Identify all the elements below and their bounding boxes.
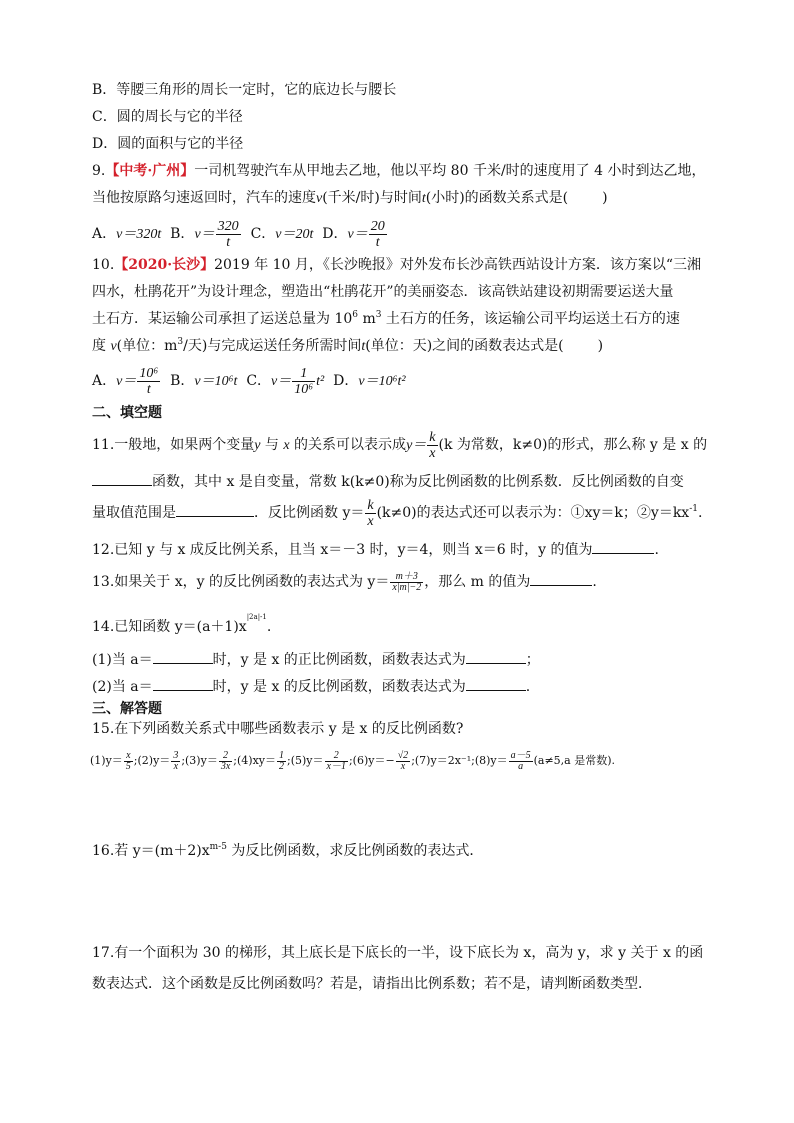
q15-f4: $\frac{1}{2}$ bbox=[279, 749, 284, 772]
q15-f3: $\frac{2}{3x}$ bbox=[220, 749, 231, 772]
q17-line2: 数表达式．这个函数是反比例函数吗？若是，请指出比例系数；若不是，请判断函数类型． bbox=[92, 976, 652, 992]
q13-fraction: $\frac{m+3}{x|m|-2}$ bbox=[392, 570, 422, 593]
q10-source: 【2020·长沙】 bbox=[114, 257, 215, 273]
section-solve-title: 三、解答题 bbox=[92, 701, 162, 717]
q12: 12.已知 y 与 x 成反比例关系，且当 x＝－3 时，y＝4，则当 x＝6 时，y 的值为 . bbox=[92, 539, 659, 559]
q14-stem: 14.已知函数 $y=(a+1)x^{|2a|-1}$. bbox=[92, 613, 272, 635]
q14-part2: (2)当 a＝ 时，y 是 x 的反比例函数，函数表达式为 . bbox=[92, 676, 530, 696]
q9-line1: 9.【中考·广州】一司机驾驶汽车从甲地去乙地，他以平均 80 千米/时的速度用了 4 小时到达乙地， bbox=[92, 163, 706, 179]
q9-options: A．v＝320t B．v＝ $\frac{320}{t}$ C．v＝20t D．v＝ $\frac{20}{t}$ bbox=[92, 218, 385, 250]
q15-items: (1)y＝ $\frac{x}{5}$ ;(2)y＝ $\frac{3}{x}$ ;(3)y＝ $\frac{2}{3x}$ ;(4)xy＝ $\frac{1}{2}$ ;(5)y＝ $\frac{2}{x-1}$ ;(6)y＝− $\frac{√2}{x}$ ;(7)y＝2x⁻¹;(8)y＝ $\frac{a-5}{a}$ (a≠5,a 是常数). bbox=[90, 749, 616, 772]
q11-k-over-x-2: $\frac{k}{x}$ bbox=[367, 497, 374, 529]
q11-k-over-x: $\frac{k}{x}$ bbox=[429, 429, 436, 461]
q14-blank-4[interactable] bbox=[466, 676, 526, 691]
q10-optc-fraction: $\frac{1}{\text{10⁶}}$ bbox=[294, 365, 314, 397]
q9-optb-fraction: $\frac{320}{t}$ bbox=[217, 218, 239, 250]
q10-line2: 四水，杜鹃花开”为设计理念，塑造出“杜鹃花开”的美丽姿态．该高铁站建设初期需要运送大量 bbox=[92, 284, 674, 300]
q11-blank-1[interactable] bbox=[92, 471, 152, 486]
q9-line2: 当他按原路匀速返回时，汽车的速度v(千米/时)与时间t(小时)的函数关系式是( ) bbox=[92, 190, 608, 206]
q15-f5: $\frac{2}{x-1}$ bbox=[326, 749, 346, 772]
q13: 13.如果关于 x，y 的反比例函数的表达式为 y＝ $\frac{m+3}{x|m|-2}$ ，那么 m 的值为 . bbox=[92, 570, 597, 593]
q15-f6: $\frac{√2}{x}$ bbox=[397, 749, 409, 772]
q13-blank[interactable] bbox=[530, 571, 592, 586]
q10-line1: 10.【2020·长沙】2019 年 10 月，《长沙晚报》对外发布长沙高铁西站设计方案．该方案以“三湘 bbox=[92, 257, 702, 273]
q15-stem: 15.在下列函数关系式中哪些函数表示 y 是 x 的反比例函数? bbox=[92, 721, 464, 737]
q10-line4: 度 v(单位：$m^3/$天)与完成运送任务所需时间t(单位：天)之间的函数表达式是( ) bbox=[92, 337, 604, 354]
q10-options: A．v＝ $\frac{\text{10⁶}}{t}$ B．v＝10⁶t C．v＝ $\frac{1}{\text{10⁶}}$ t² D．v＝10⁶t² bbox=[92, 365, 406, 397]
q9-source: 【中考·广州】 bbox=[105, 163, 195, 179]
q10-opta-fraction: $\frac{\text{10⁶}}{t}$ bbox=[139, 365, 159, 397]
q15-f2: $\frac{3}{x}$ bbox=[173, 749, 179, 772]
q14-blank-3[interactable] bbox=[153, 676, 213, 691]
q15-f8: $\frac{a-5}{a}$ bbox=[510, 749, 531, 772]
q15-f1: $\frac{x}{5}$ bbox=[125, 749, 131, 772]
section-fill-in-title: 二、填空题 bbox=[92, 405, 162, 421]
q10-line3: 土石方．某运输公司承担了运送总量为 $10^6$ $m^3$ 土石方的任务，该运输公司平均运送土石方的速 bbox=[92, 310, 680, 327]
q11-line3: 量取值范围是 ．反比例函数 y＝ $\frac{k}{x}$ (k≠0)的表达式还可以表示为：①xy＝k；$②y=kx^{-1}$. bbox=[92, 497, 703, 529]
q11-blank-2[interactable] bbox=[176, 502, 254, 517]
q8-option-b: B．等腰三角形的周长一定时，它的底边长与腰长 bbox=[92, 82, 397, 98]
q17-line1: 17.有一个面积为 30 的梯形，其上底长是下底长的一半，设下底长为 x，高为 y，求 y 关于 x 的函 bbox=[92, 945, 704, 961]
q16: 16.若 $y=(m+2)x^{m-5}$ 为反比例函数，求反比例函数的表达式． bbox=[92, 842, 484, 859]
q11-line2: 函数，其中 x 是自变量，常数 k(k≠0)称为反比例函数的比例系数．反比例函数的自变 bbox=[92, 471, 684, 491]
q9-optd-fraction: $\frac{20}{t}$ bbox=[370, 218, 385, 250]
q12-blank[interactable] bbox=[592, 539, 654, 554]
q14-blank-1[interactable] bbox=[153, 649, 213, 664]
q14-blank-2[interactable] bbox=[466, 649, 526, 664]
q14-part1: (1)当 a＝ 时，y 是 x 的正比例函数，函数表达式为 ； bbox=[92, 649, 540, 669]
q8-option-d: D．圆的面积与它的半径 bbox=[92, 136, 244, 152]
q11-line1: 11.一般地，如果两个变量y 与 x 的关系可以表示成y＝ $\frac{k}{x}$ (k 为常数，k≠0)的形式，那么称 y 是 x 的 bbox=[92, 429, 708, 461]
q8-option-c: C．圆的周长与它的半径 bbox=[92, 109, 243, 125]
